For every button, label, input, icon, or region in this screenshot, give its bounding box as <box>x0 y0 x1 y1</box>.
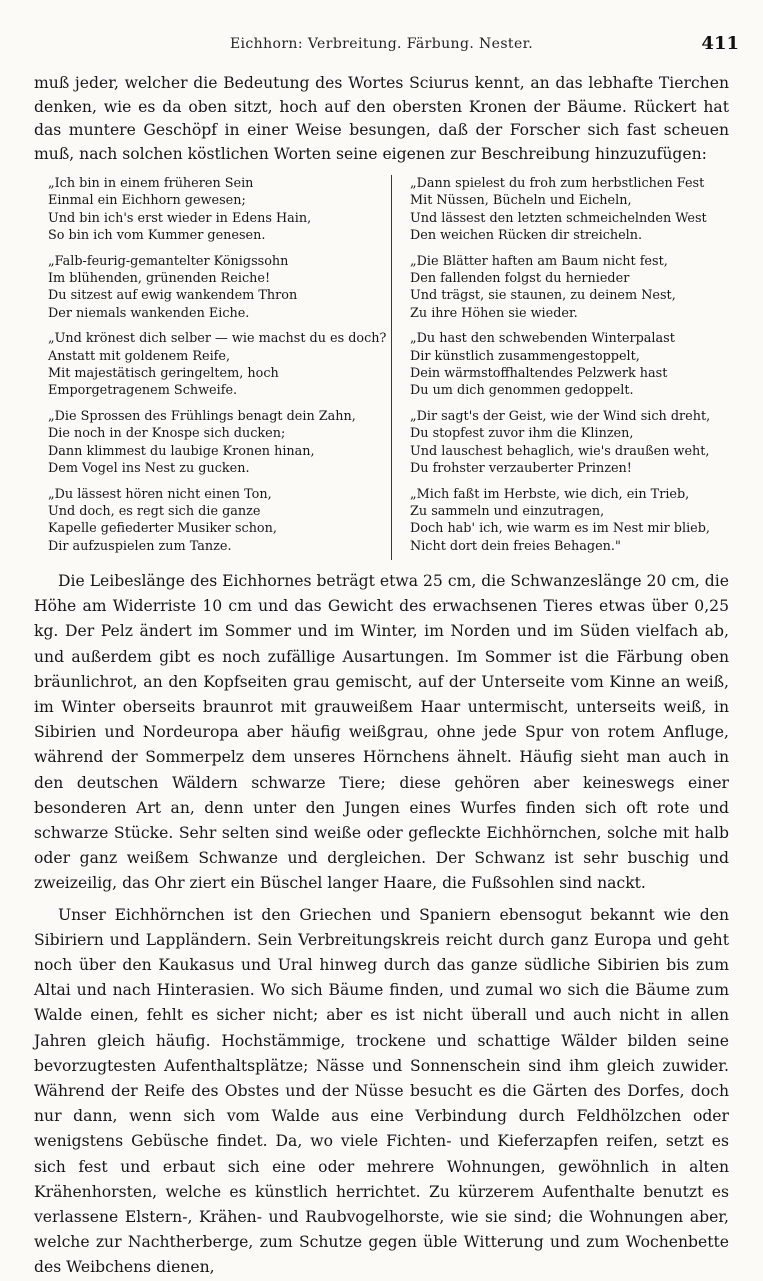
poem-verse: „Und krönest dich selber — wie machst du es doch? <box>48 331 387 347</box>
poem-verse: Einmal ein Eichhorn gewesen; <box>48 193 246 209</box>
column-divider <box>391 175 392 560</box>
paragraph-description: Die Leibeslänge des Eichhornes beträgt etwa 25 cm, die Schwanzeslänge 20 cm, die Höhe am Widerriste 10 cm und das Gewicht des erwachsenen Tieres etwas über 0,25 kg. Der Pelz ändert im Sommer und im Winter, im Norden und im Süden vielfach ab, und außerdem gibt es noch zufällige Ausartungen. Im Sommer ist die Färbung oben bräunlichrot, an den Kopfseiten grau gemischt, auf der Unterseite vom Kinne an weiß, im Winter oberseits braunrot mit grauweißem Haar untermischt, unterseits weiß, in Sibirien und Nordeuropa aber häufig weißgrau, ohne jede Spur von rotem Anfluge, während der Sommerpelz dem unseres Hörnchens ähnelt. Häufig sieht man auch in den deutschen Wäldern schwarze Tiere; diese gehören aber keineswegs einer besonderen Art an, denn unter den Jungen eines Wurfes finden sich oft rote und schwarze Stücke. Sehr selten sind weiße oder gefleckte Eichhörnchen, solche mit halb oder ganz weißem Schwanze und dergleichen. Der Schwanz ist sehr buschig und zweizeilig, das Ohr ziert ein Büschel langer Haare, die Fußsohlen sind nackt. <box>34 572 729 893</box>
poem-verse: „Dir sagt's der Geist, wie der Wind sich dreht, <box>410 409 711 425</box>
poem-stanza <box>410 330 730 399</box>
intro-paragraph <box>34 72 729 166</box>
poem-verse: „Die Blätter haften am Baum nicht fest, <box>410 253 668 269</box>
poem-verse: Im blühenden, grünenden Reiche! <box>48 270 271 286</box>
page-header <box>0 33 763 60</box>
poem-column-right <box>410 175 730 563</box>
poem-verse: Und lässest den letzten schmeichelnden West <box>410 210 707 226</box>
poem-stanza <box>48 330 387 399</box>
poem-verse: Dir künstlich zusammengestoppelt, <box>410 348 640 364</box>
poem-verse: „Ich bin in einem früheren Sein <box>48 176 254 191</box>
poem-verse: Zu ihre Höhen sie wieder. <box>410 305 578 321</box>
poem <box>48 175 738 561</box>
poem-verse: Dir aufzuspielen zum Tanze. <box>48 538 232 554</box>
poem-verse: „Du hast den schwebenden Winterpalast <box>410 331 675 347</box>
poem-verse: Kapelle gefiederter Musiker schon, <box>48 521 277 537</box>
poem-verse: Du um dich genommen gedoppelt. <box>410 383 634 399</box>
poem-verse: Du stopfest zuvor ihm die Klinzen, <box>410 426 634 442</box>
poem-verse: Dem Vogel ins Nest zu gucken. <box>48 460 250 476</box>
poem-verse: Du sitzest auf ewig wankendem Thron <box>48 288 298 304</box>
poem-verse: Den weichen Rücken dir streicheln. <box>410 227 643 243</box>
page-number: 411 <box>701 33 739 54</box>
poem-stanza <box>410 175 730 244</box>
poem-stanza <box>410 253 730 322</box>
poem-verse: „Falb-feurig-gemantelter Königssohn <box>48 253 289 269</box>
poem-verse: „Dann spielest du froh zum herbstlichen Fest <box>410 176 705 191</box>
poem-stanza <box>48 175 368 244</box>
body-text <box>34 569 729 1281</box>
poem-verse: Mit majestätisch geringeltem, hoch <box>48 365 279 381</box>
poem-stanza <box>48 408 368 477</box>
poem-stanza <box>48 253 368 322</box>
poem-verse: Du frohster verzauberter Prinzen! <box>410 460 632 476</box>
paragraph-distribution: Unser Eichhörnchen ist den Griechen und Spaniern ebensogut bekannt wie den Sibiriern und Lappländern. Sein Verbreitungskreis reicht durch ganz Europa und geht noch über den Kaukasus und Ural hinweg durch das ganze südliche Sibirien bis zum Altai und nach Hinterasien. Wo sich Bäume finden, und zumal wo sich die Bäume zum Walde einen, fehlt es sicher nicht; aber es ist nicht überall und auch nicht in allen Jahren gleich häufig. Hochstämmige, trockene und schattige Wälder bilden seine bevorzugtesten Aufenthaltsplätze; Nässe und Sonnenschein sind ihm gleich zuwider. Während der Reife des Obstes und der Nüsse besucht es die Gärten des Dorfes, doch nur dann, wenn sich vom Walde aus eine Verbindung durch Feldhölzchen oder wenigstens Gebüsche findet. Da, wo viele Fichten- und Kieferzapfen reifen, setzt es sich fest und erbaut sich eine oder mehrere Wohnungen, gewöhnlich in alten Krähenhorsten, welche es künstlich herrichtet. Zu kürzerem Aufenthalte benutzt es verlassene Elstern-, Krähen- und Raubvogelhorste, wie sie sind; die Wohnungen aber, welche zur Nachtherberge, zum Schutze gegen üble Witterung und zum Wochenbette des Weibchens dienen, <box>34 905 729 1277</box>
poem-stanza <box>48 486 368 555</box>
running-head: Eichhorn: Verbreitung. Färbung. Nester. <box>229 36 534 52</box>
poem-verse: Mit Nüssen, Bücheln und Eicheln, <box>410 193 632 209</box>
poem-verse: „Mich faßt im Herbste, wie dich, ein Trieb, <box>410 486 690 502</box>
poem-verse: „Du lässest hören nicht einen Ton, <box>48 486 272 502</box>
intro-text: muß jeder, welcher die Bedeutung des Wortes Sciurus kennt, an das lebhafte Tierchen denken, wie es da oben sitzt, hoch auf den obersten Kronen der Bäume. Rückert hat das muntere Geschöpf in einer Weise besungen, daß der Forscher sich fast scheuen muß, nach solchen köstlichen Worten seine eigenen zur Beschreibung hinzuzufügen: <box>34 74 729 163</box>
poem-stanza <box>410 408 730 477</box>
poem-verse: Die noch in der Knospe sich ducken; <box>48 426 286 442</box>
poem-verse: Und bin ich's erst wieder in Edens Hain, <box>48 210 312 226</box>
poem-verse: Den fallenden folgst du hernieder <box>410 270 630 286</box>
poem-verse: Dann klimmest du laubige Kronen hinan, <box>48 443 315 459</box>
poem-verse: Anstatt mit goldenem Reife, <box>48 348 231 364</box>
poem-verse: Dein wärmstoffhaltendes Pelzwerk hast <box>410 365 668 381</box>
poem-verse: Und doch, es regt sich die ganze <box>48 504 261 520</box>
poem-verse: Und trägst, sie staunen, zu deinem Nest, <box>410 288 676 304</box>
poem-stanza <box>410 486 730 555</box>
poem-verse: Nicht dort dein freies Behagen." <box>410 538 621 554</box>
poem-column-left <box>48 175 387 563</box>
poem-verse: So bin ich vom Kummer genesen. <box>48 227 266 243</box>
poem-verse: Emporgetragenem Schweife. <box>48 383 238 399</box>
poem-verse: Der niemals wankenden Eiche. <box>48 305 250 321</box>
poem-verse: Zu sammeln und einzutragen, <box>410 504 605 520</box>
poem-verse: Doch hab' ich, wie warm es im Nest mir blieb, <box>410 521 710 537</box>
poem-verse: „Die Sprossen des Frühlings benagt dein Zahn, <box>48 409 356 425</box>
poem-verse: Und lauschest behaglich, wie's draußen weht, <box>410 443 710 459</box>
